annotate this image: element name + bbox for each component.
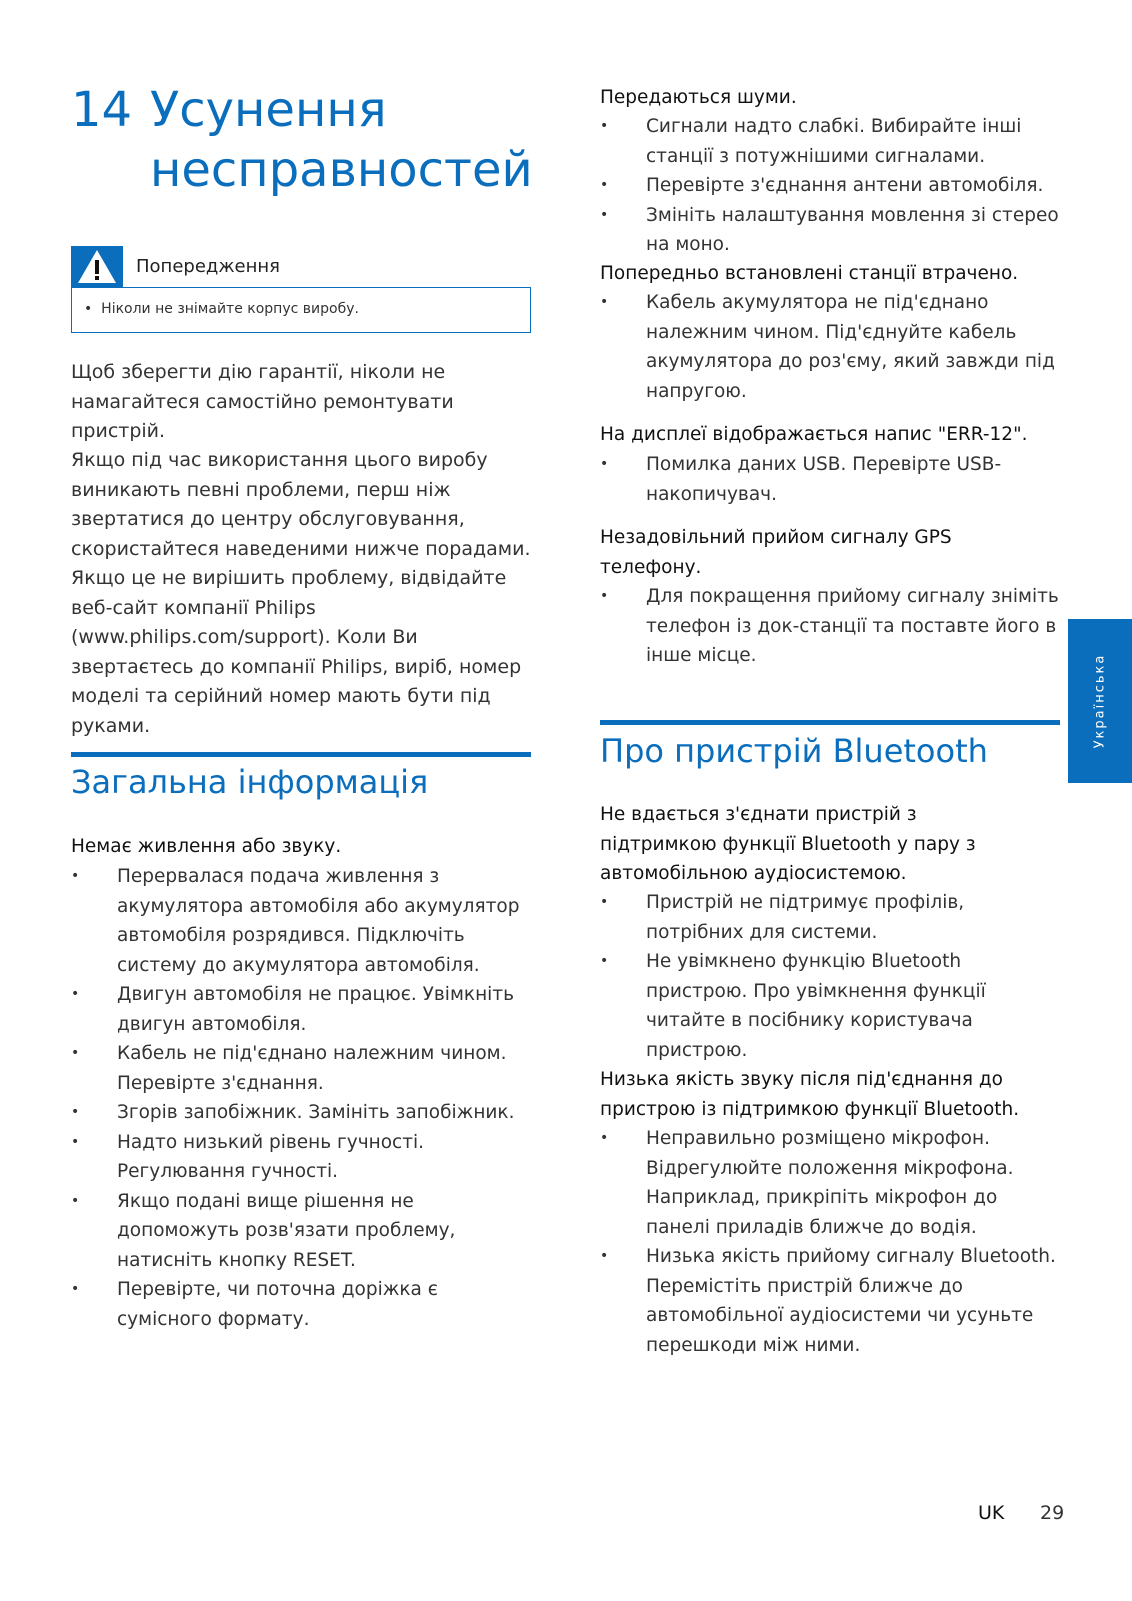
warning-triangle-icon	[71, 246, 123, 287]
page-number: 29	[1040, 1502, 1065, 1524]
question-err12: На дисплеї відображається напис "ERR-12".	[600, 424, 1028, 445]
warning-item: • Ніколи не знімайте корпус виробу.	[84, 301, 359, 317]
chapter-title-line2: несправностей	[150, 142, 533, 198]
language-side-tab-label: Українська	[1092, 653, 1108, 749]
warning-box	[71, 246, 531, 333]
warning-content	[71, 287, 531, 333]
question-noise: Передаються шуми.	[600, 87, 797, 108]
section-divider-general	[71, 752, 531, 757]
list-item: • Надто низький рівень гучності. Регулювання гучності.	[71, 1128, 531, 1187]
bt-sound-list	[600, 1124, 1060, 1360]
chapter-title-line1: Усунення	[150, 82, 387, 138]
list-item: • Перервалася подача живлення з акумулятора автомобіля або акумулятор автомобіля розрядився. Підключіть систему до акумулятора автомобіля.	[71, 862, 531, 980]
question-no-power: Немає живлення або звуку.	[71, 836, 342, 857]
language-side-tab	[1068, 619, 1132, 783]
list-item: • Неправильно розміщено мікрофон. Відрегулюйте положення мікрофона. Наприклад, прикріпіть мікрофон до панелі приладів ближче до водія.	[600, 1124, 1060, 1242]
list-item: • Помилка даних USB. Перевірте USB-накопичувач.	[600, 450, 1060, 509]
gps-list	[600, 582, 1060, 671]
warning-title: Попередження	[136, 256, 280, 277]
list-item: • Змініть налаштування мовлення зі стерео на моно.	[600, 201, 1060, 260]
list-item: • Перевірте, чи поточна доріжка є сумісного формату.	[71, 1275, 531, 1334]
section-divider-bluetooth	[600, 720, 1060, 725]
intro-paragraph-1: Щоб зберегти дію гарантії, ніколи не намагайтеся самостійно ремонтувати пристрій.	[71, 361, 454, 442]
list-item: • Якщо подані вище рішення не допоможуть розв'язати проблему, натисніть кнопку RESET.	[71, 1187, 531, 1276]
list-item: • Двигун автомобіля не працює. Увімкніть двигун автомобіля.	[71, 980, 531, 1039]
question-bt-sound: Низька якість звуку після під'єднання до пристрою із підтримкою функції Bluetooth.	[600, 1069, 1020, 1120]
noise-list	[600, 112, 1060, 260]
list-item: • Кабель акумулятора не під'єднано належним чином. Під'єднуйте кабель акумулятора до роз'єму, який завжди під напругою.	[600, 288, 1060, 406]
list-item: • Не увімкнено функцію Bluetooth пристрою. Про увімкнення функції читайте в посібнику користувача пристрою.	[600, 947, 1060, 1065]
intro-paragraph-2: Якщо під час використання цього виробу виникають певні проблеми, перш ніж звертатися до центру обслуговування, скористайтеся наведеними нижче порадами. Якщо це не вирішить проблему, відвідайте веб-сайт компанії Philips (www.philips.com/support). Коли Ви звертаєтесь до компанії Philips, виріб, номер моделі та серійний номер мають бути під руками.	[71, 449, 531, 737]
list-item: • Сигнали надто слабкі. Вибирайте інші станції з потужнішими сигналами.	[600, 112, 1060, 171]
preset-list	[600, 288, 1060, 406]
list-item: • Пристрій не підтримує профілів, потрібних для системи.	[600, 888, 1060, 947]
warning-header	[71, 246, 531, 287]
chapter-number: 14	[71, 82, 133, 138]
list-item: • Низька якість прийому сигналу Bluetooth. Перемістіть пристрій ближче до автомобільної аудіосистеми чи усуньте перешкоди між ними.	[600, 1242, 1060, 1360]
section-heading-bluetooth: Про пристрій Bluetooth	[600, 732, 988, 770]
general-list	[71, 862, 531, 1334]
bt-pairing-list	[600, 888, 1060, 1065]
section-heading-general: Загальна інформація	[71, 763, 429, 801]
warning-item-text: Ніколи не знімайте корпус виробу.	[101, 301, 359, 317]
list-item: • Згорів запобіжник. Замініть запобіжник.	[71, 1098, 531, 1128]
list-item: • Перевірте з'єднання антени автомобіля.	[600, 171, 1060, 201]
footer-language: UK	[978, 1502, 1005, 1524]
list-item: • Для покращення прийому сигналу зніміть телефон із док-станції та поставте його в інше місце.	[600, 582, 1060, 671]
list-item: • Кабель не під'єднано належним чином. Перевірте з'єднання.	[71, 1039, 531, 1098]
err-list	[600, 450, 1060, 509]
question-gps: Незадовільний прийом сигналу GPS телефону.	[600, 527, 952, 578]
question-bt-pairing: Не вдається з'єднати пристрій з підтримкою функції Bluetooth у пару з автомобільною аудіосистемою.	[600, 804, 976, 884]
question-presets-lost: Попередньо встановлені станції втрачено.	[600, 263, 1019, 284]
